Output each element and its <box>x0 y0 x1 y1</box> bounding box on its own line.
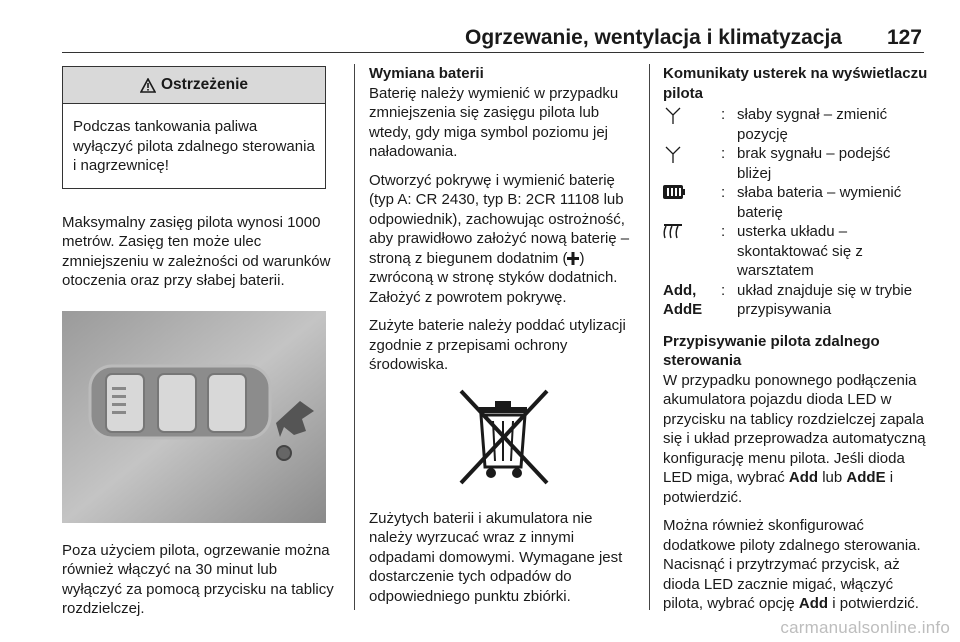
message-colon: : <box>721 184 726 201</box>
message-colon: : <box>721 145 726 162</box>
add-option-text: Add <box>788 469 819 486</box>
range-paragraph: Maksymalny zasięg pilota wynosi 1000 metrów. Zasięg ten może ulec zmniejszeniu w zależności od warunków otoczenia oraz przy słabej baterii. <box>62 213 331 289</box>
battery-heading: Wymiana baterii <box>369 65 484 82</box>
warning-box <box>62 66 326 189</box>
column-middle <box>369 64 637 615</box>
assign-heading: Przypisywanie pilota zdalnego sterowania <box>663 332 880 369</box>
column-left <box>62 64 340 628</box>
assign-paragraph-1 <box>663 371 931 508</box>
warning-text: Podczas tankowania paliwa wyłączyć pilota zdalnego sterowania i nagrzewnicę! <box>73 118 315 174</box>
page-title: Ogrzewanie, wentylacja i klimatyzacja <box>464 26 842 49</box>
assign-paragraph-1-start: W przypadku ponownego podłączenia akumulatora pojazdu dioda LED w przycisku na tablicy rozdzielczej zapala się i układ przeprowadza automatyczną konfigurację menu pilota. Jeśli dioda LED miga, wybrać <box>663 371 926 486</box>
dashboard-button-paragraph: Poza użyciem pilota, ogrzewanie można również włączyć na 30 minut lub wyłączyć za pomocą przycisku na tablicy rozdzielczej. <box>62 541 334 617</box>
warning-icon <box>140 78 156 93</box>
warning-header <box>63 67 325 104</box>
page-number: 127 <box>886 26 922 49</box>
system-fault-icon <box>663 224 683 240</box>
message-row <box>663 105 927 144</box>
crossed-out-bin-icon <box>451 387 555 489</box>
adde-option-text: AddE <box>846 469 886 486</box>
column-divider-2 <box>649 64 650 610</box>
message-row <box>663 281 927 320</box>
message-text: brak sygnału – podejść bliżej <box>737 145 891 182</box>
message-colon: : <box>721 106 726 123</box>
message-text: słaba bateria – wymienić baterię <box>737 184 902 221</box>
message-row <box>663 144 927 183</box>
message-row <box>663 222 927 281</box>
battery-paragraph-1: Baterię należy wymienić w przypadku zmniejszenia się zasięgu pilota lub wtedy, gdy miga symbol poziomu jej naładowania. <box>369 84 619 160</box>
battery-paragraph-2-start: Otworzyć pokrywę i wymienić baterię (typ A: CR 2430, typ B: 2CR 11108 lub odpowiednik), zachowując ostrożność, aby prawidłowo założyć nową baterię – stroną z biegunem dodatnim ( <box>369 171 630 267</box>
message-text: usterka układu – skontaktować się z warsztatem <box>737 223 863 279</box>
battery-paragraph-4: Zużytych baterii i akumulatora nie należy wyrzucać wraz z innymi odpadami domowymi. Wymagane jest dostarczenie tych odpadów do odpowiedniego punktu zbiórki. <box>369 509 623 605</box>
battery-paragraph-2-end: ) zwróconą w stronę styków dodatnich. Założyć z powrotem pokrywę. <box>369 249 618 306</box>
message-colon: : <box>721 223 726 240</box>
plus-pole-icon <box>567 252 579 265</box>
assign-paragraph-1-end: i potwierdzić. <box>663 469 894 506</box>
add-mode-label: Add, AddE <box>663 281 703 318</box>
no-signal-icon <box>663 144 683 164</box>
assign-paragraph-2-start: Można również skonfigurować dodatkowe piloty zdalnego sterowania. Nacisnąć i przytrzymać przycisk, aż dioda LED zacznie migać, włączyć pilota, wybrać opcję <box>663 517 921 612</box>
column-divider <box>354 64 355 610</box>
message-text: układ znajduje się w trybie przypisywania <box>737 281 913 318</box>
assign-paragraph-2-end: i potwierdzić. <box>828 595 919 612</box>
add-option-text: Add <box>798 595 829 612</box>
message-text: słaby sygnał – zmienić pozycję <box>737 106 888 143</box>
column-right <box>663 64 931 623</box>
dashboard-button-photo <box>62 311 326 523</box>
page-header <box>62 0 924 53</box>
message-colon: : <box>721 281 726 299</box>
messages-table <box>663 105 927 320</box>
message-row <box>663 183 927 222</box>
messages-heading: Komunikaty usterek na wyświetlaczu pilota <box>663 65 928 102</box>
low-battery-icon <box>663 184 685 200</box>
weak-signal-icon <box>663 105 683 125</box>
assign-paragraph-1-mid: lub <box>818 469 847 486</box>
battery-paragraph-2 <box>369 171 637 308</box>
watermark: carmanualsonline.info <box>780 618 950 637</box>
assign-paragraph-2 <box>663 516 931 614</box>
battery-paragraph-3: Zużyte baterie należy poddać utylizacji zgodnie z przepisami ochrony środowiska. <box>369 317 626 373</box>
warning-title: Ostrzeżenie <box>160 76 248 94</box>
